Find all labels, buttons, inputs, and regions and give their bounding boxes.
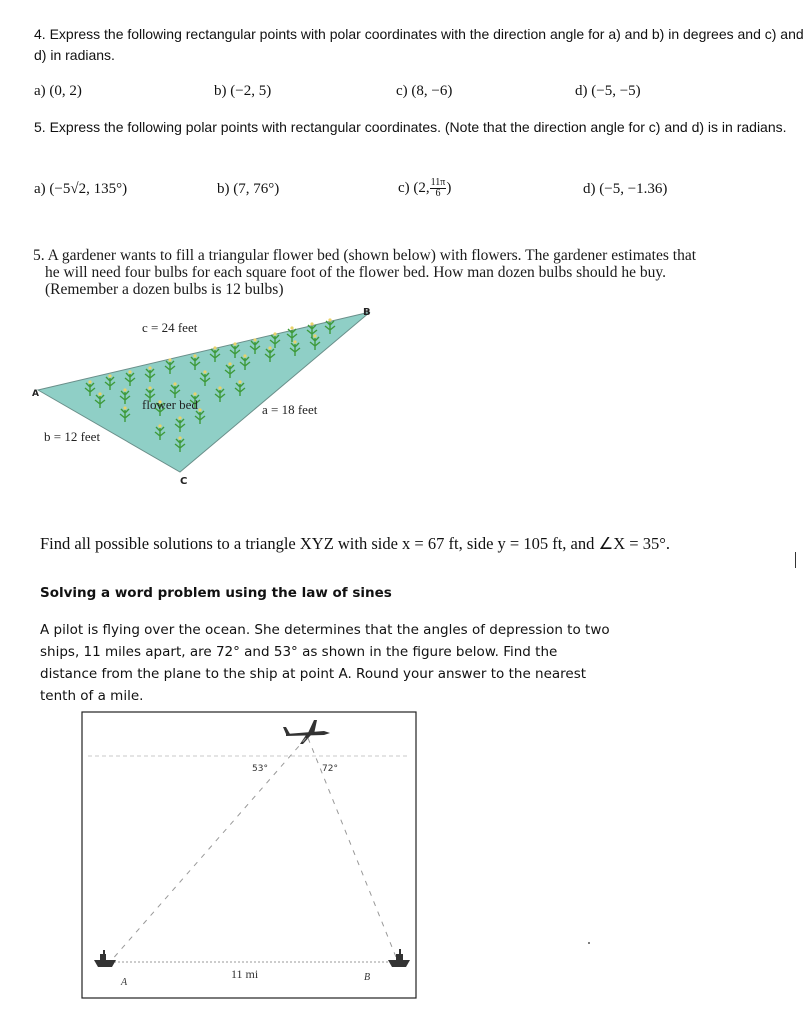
question-triangle-xyz: Find all possible solutions to a triangle XYZ with side x = 67 ft, side y = 105 ft, and ∠X = 35°. [40,534,670,553]
side-b-label: b = 12 feet [44,429,101,444]
gardener-line-2: he will need four bulbs for each square foot of the flower bed. How man dozen bulbs should he buy. [45,264,666,281]
vertex-a-label: A [32,389,39,399]
flower-bud [178,416,181,419]
flower-bud [238,380,241,383]
side-c-label: c = 24 feet [142,320,198,335]
flower-bud [253,338,256,341]
q5-part-c [398,176,451,200]
pilot-line-3: distance from the plane to the ship at point A. Round your answer to the nearest [40,666,587,682]
pilot-line-1: A pilot is flying over the ocean. She determines that the angles of depression to two [40,622,610,638]
q5-c-fraction [430,178,447,199]
pilot-line-2: ships, 11 miles apart, are 72° and 53° as shown in the figure below. Find the [40,644,558,660]
flower-bud [173,382,176,385]
flower-bud [213,346,216,349]
flower-bud [218,386,221,389]
flower-bud [328,318,331,321]
q4-part-c: c) (8, −6) [396,83,453,99]
q5-c-suffix: ) [446,180,452,196]
question-5-text: 5. Express the following polar points with rectangular coordinates. (Note that the direction angle for c) and d) is in radians. [34,119,787,135]
question-gardener-text [33,247,793,298]
flower-bud [168,358,171,361]
flower-bud [290,326,293,329]
flower-bud [123,388,126,391]
point-b-label: B [364,972,371,983]
q5-c-numerator: 11π [430,177,446,189]
flower-bud [148,386,151,389]
flower-bud [193,392,196,395]
flower-bud [148,366,151,369]
flower-bud [198,408,201,411]
q4-part-b: b) (−2, 5) [214,83,272,99]
gardener-line-3: (Remember a dozen bulbs is 12 bulbs) [45,281,284,298]
flower-bed-figure [30,300,390,495]
flower-bed-label: flower bed [142,397,198,412]
q5-c-denominator: 6 [435,188,441,200]
flower-bud [268,346,271,349]
pilot-problem-text [40,619,740,707]
figure-frame [82,712,416,998]
angle-53-label: 53° [252,764,268,774]
airplane-figure [80,710,420,1002]
flower-bud [123,406,126,409]
q5-part-d: d) (−5, −1.36) [583,181,668,197]
question-4-text: 4. Express the following rectangular points with polar coordinates with the direction angle for a) and b) in degrees and c) and d) in radians. [34,26,804,63]
q4-part-a: a) (0, 2) [34,83,82,99]
stray-dot [588,942,590,944]
flower-bud [98,392,101,395]
flower-bud [88,380,91,383]
flower-bud [310,322,313,325]
flower-bud [108,374,111,377]
flower-bud [313,334,316,337]
gardener-line-1: 5. A gardener wants to fill a triangular flower bed (shown below) with flowers. The gardener estimates that [33,247,697,264]
flower-bud [158,424,161,427]
angle-72-label: 72° [322,764,338,774]
pilot-line-4: tenth of a mile. [40,688,144,704]
flower-bud [228,362,231,365]
distance-label: 11 mi [231,967,259,981]
point-a-label: A [121,977,128,988]
flower-bud [243,354,246,357]
flower-bud [233,342,236,345]
flower-bud [203,370,206,373]
q5-part-b: b) (7, 76°) [217,181,280,197]
side-a-label: a = 18 feet [262,402,318,417]
flower-bed-triangle [38,312,370,472]
vertex-b-label: B [363,307,371,318]
text-cursor [795,552,796,568]
vertex-c-label: C [180,476,188,487]
flower-bud [273,332,276,335]
flower-bud [293,340,296,343]
law-of-sines-heading: Solving a word problem using the law of sines [40,585,392,601]
flower-bud [178,436,181,439]
q5-c-prefix: c) (2, [398,180,430,196]
flower-bud [193,354,196,357]
q4-part-d: d) (−5, −5) [575,83,641,99]
flower-bud [128,370,131,373]
q5-part-a: a) (−5√2, 135°) [34,181,128,197]
